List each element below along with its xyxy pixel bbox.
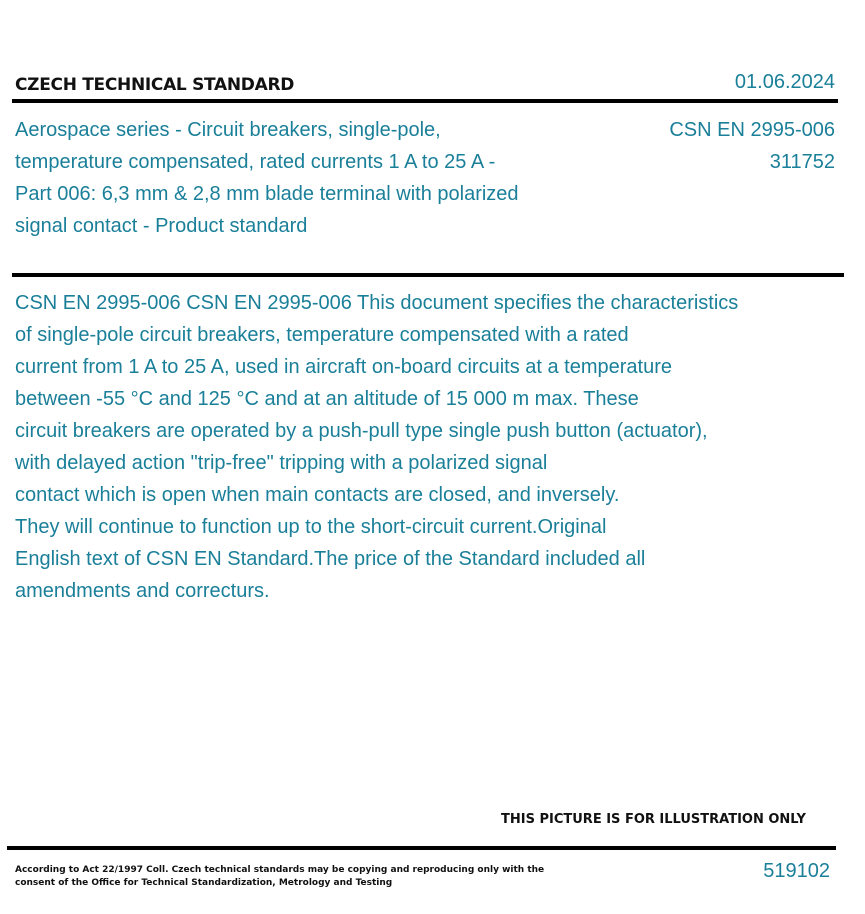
catalog-number: 311752 bbox=[769, 151, 835, 173]
standard-title: Aerospace series - Circuit breakers, single-pole, temperature compensated, rated currents 1 A to 25 A - Part 006: 6,3 mm & 2,8 mm blade terminal with polarized signal contact - Product standard bbox=[15, 119, 519, 237]
footer-number: 519102 bbox=[763, 860, 830, 882]
publication-date: 01.06.2024 bbox=[734, 71, 835, 93]
legal-notice: According to Act 22/1997 Coll. Czech technical standards may be copying and reproducing only with the consent of the Office for Technical Standardization, Metrology and Testing bbox=[15, 865, 545, 888]
illustration-note: THIS PICTURE IS FOR ILLUSTRATION ONLY bbox=[501, 812, 806, 827]
standard-description: CSN EN 2995-006 CSN EN 2995-006 This document specifies the characteristics of single-pole circuit breakers, temperature compensated with a rated current from 1 A to 25 A, used in aircraft on-board circuits at a temperature between -55 °C and 125 °C and at an altitude of 15 000 m max. These circuit breakers are operated by a push-pull type single push button (actuator), with delayed action "trip-free" tripping with a polarized signal contact which is open when main contacts are closed, and inversely. They will continue to function up to the short-circuit current.Original English text of CSN EN Standard.The price of the Standard included all amendments and correcturs. bbox=[15, 292, 739, 602]
title-divider bbox=[12, 273, 844, 277]
footer-divider bbox=[7, 846, 836, 850]
document-type-label: CZECH TECHNICAL STANDARD bbox=[15, 75, 295, 95]
standard-code: CSN EN 2995-006 bbox=[669, 119, 835, 141]
header-divider bbox=[12, 99, 838, 103]
standard-code-block bbox=[669, 114, 835, 178]
